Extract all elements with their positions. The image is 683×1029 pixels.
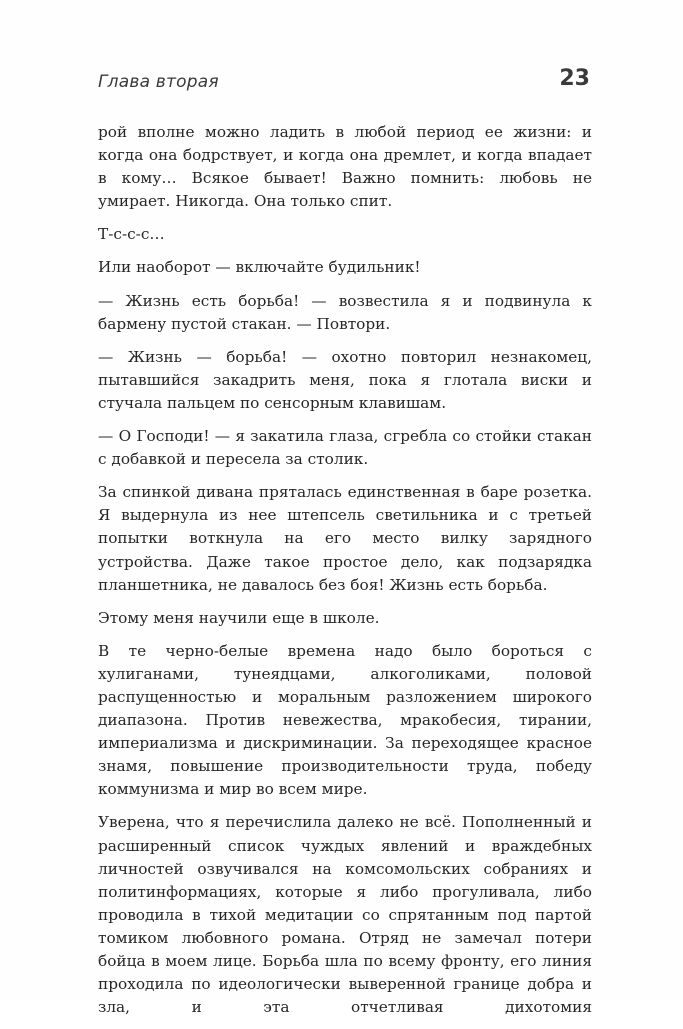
paragraph: Т-с-с-с… [98, 225, 165, 244]
paragraph: рой вполне можно ладить в любой период ее жизни: и когда она бодрствует, и когда она дремлет, и когда впадает в кому… Всякое бывает! Важно помнить: любовь не умирает. Никогда. Она только спит. [98, 123, 592, 211]
page-number: 23 [559, 66, 590, 91]
paragraph: В те черно-белые времена надо было бороться с хулиганами, тунеядцами, алкоголиками, половой распущенностью и моральным разложением широкого диапазона. Против невежества, мракобесия, тирании, империализма и дискриминации. За переходящее красное знамя, повышение производительности труда, победу коммунизма и мир во всем мире. [98, 641, 592, 799]
paragraph: — Жизнь есть борьба! — возвестила я и подвинула к бармену пустой стакан. — Повтори. [98, 291, 592, 333]
body-text [98, 121, 592, 1029]
chapter-title: Глава вторая [98, 72, 219, 92]
paragraph: Или наоборот — включайте будильник! [98, 258, 421, 277]
paragraph: Уверена, что я перечислила далеко не всё. Пополненный и расширенный список чуждых явлений и враждебных личностей озвучивался на комсомольских собраниях и политинформациях, которые я либо прогуливала, либо проводила в тихой медитации со спрятанным под партой томиком любовного романа. Отряд не замечал потери бойца в моем лице. Борьба шла по всему фронту, его линия проходила по идеологически выверенной границе добра и зла, и эта отчетливая дихотомия [98, 813, 592, 1017]
running-header [98, 66, 590, 100]
paragraph: — Жизнь — борьба! — охотно повторил незнакомец, пытавшийся закадрить меня, пока я глотала виски и стучала пальцем по сенсорным клавишам. [98, 347, 592, 412]
paragraph: За спинкой дивана пряталась единственная в баре розетка. Я выдернула из нее штепсель светильника и с третьей попытки воткнула на его место вилку зарядного устройства. Даже такое простое дело, как подзарядка планшетника, не давалось без боя! Жизнь есть борьба. [98, 483, 592, 594]
paragraph: Этому меня научили еще в школе. [98, 608, 380, 627]
paragraph: — О Господи! — я закатила глаза, сгребла со стойки стакан с добавкой и пересела за столик. [98, 427, 592, 469]
